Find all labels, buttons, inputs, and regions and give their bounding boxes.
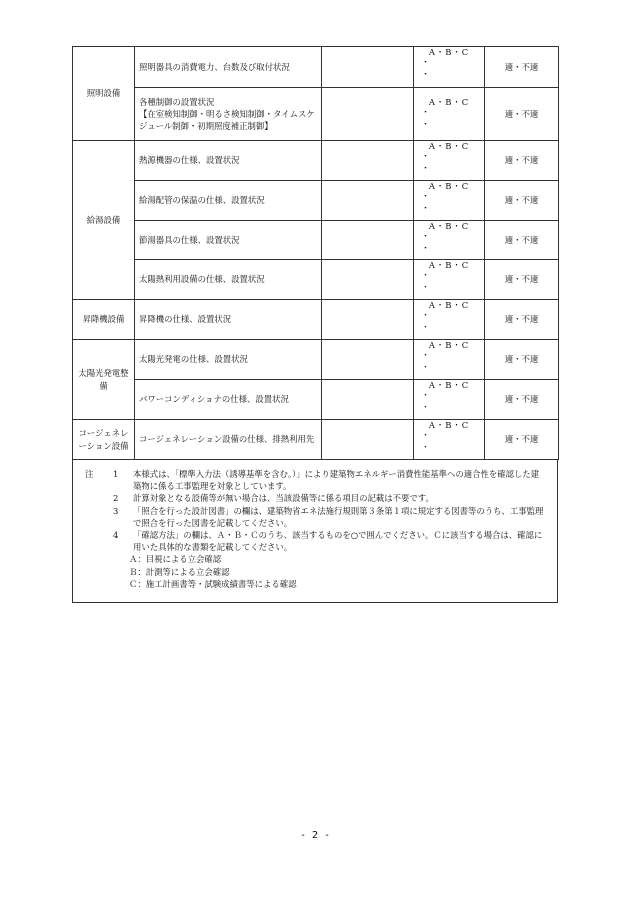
note-number: 1 (113, 469, 119, 479)
method-cell[interactable] (414, 340, 485, 380)
table-row (73, 141, 559, 181)
table-row (73, 181, 559, 221)
dot: ・ (421, 283, 431, 293)
method-cell[interactable] (414, 88, 485, 141)
design-doc-cell[interactable] (322, 380, 414, 420)
method-options: A・B・C (428, 97, 470, 107)
design-doc-cell[interactable] (322, 47, 414, 88)
table-row (73, 300, 559, 340)
note-item (85, 492, 547, 504)
method-options: A・B・C (428, 380, 470, 390)
note-item (85, 468, 547, 492)
note-item (85, 529, 547, 553)
design-doc-cell[interactable] (322, 141, 414, 181)
dot: ・ (421, 271, 431, 281)
category-cell: 照明設備 (73, 47, 135, 141)
item-cell: 太陽光発電の仕様、設置状況 (135, 340, 322, 380)
method-options: A・B・C (428, 47, 470, 57)
method-cell[interactable] (414, 221, 485, 260)
method-options: A・B・C (428, 181, 470, 191)
method-cell[interactable] (414, 380, 485, 420)
dot: ・ (421, 204, 431, 214)
document-body (72, 46, 558, 603)
item-cell: 各種制御の設置状況 【在室検知制御・明るさ検知制御・タイムスケジュール制御・初期照度補正制御】 (135, 88, 322, 141)
item-cell: コージェネレーション設備の仕様、排熱利用先 (135, 420, 322, 460)
dot: ・ (421, 70, 431, 80)
result-cell[interactable]: 適・不適 (485, 181, 559, 221)
dot: ・ (421, 108, 431, 118)
note-number: 3 (113, 505, 119, 516)
method-options: A・B・C (428, 141, 470, 151)
item-cell: 給湯配管の保温の仕様、設置状況 (135, 181, 322, 221)
dot: ・ (421, 443, 431, 453)
notes-heading: 注 (85, 469, 94, 479)
dot: ・ (421, 120, 431, 130)
method-options: A・B・C (428, 300, 470, 310)
dot: ・ (421, 351, 431, 361)
result-cell[interactable]: 適・不適 (485, 420, 559, 460)
note-number: 4 (113, 529, 119, 540)
result-cell[interactable]: 適・不適 (485, 300, 559, 340)
category-cell: 給湯設備 (73, 141, 135, 300)
option-c: Ｃ：施工計画書等・試験成績書等による確認 (129, 578, 297, 589)
note-text: 「照合を行った設計図書」の欄は、建築物省エネ法施行規則第３条第１項に規定する図書等のうち、工事監理で照合を行った図書を記載してください。 (133, 505, 544, 528)
item-cell: 照明器具の消費電力、台数及び取付状況 (135, 47, 322, 88)
method-cell[interactable] (414, 420, 485, 460)
design-doc-cell[interactable] (322, 340, 414, 380)
equipment-check-table (72, 46, 559, 460)
method-options: A・B・C (428, 420, 470, 430)
result-cell[interactable]: 適・不適 (485, 340, 559, 380)
page-number: - 2 - (299, 830, 331, 841)
dot: ・ (421, 152, 431, 162)
method-options: A・B・C (428, 260, 470, 270)
note-item (85, 505, 547, 529)
dot: ・ (421, 244, 431, 254)
note-number: 2 (113, 493, 119, 504)
category-cell: 昇降機設備 (73, 300, 135, 340)
design-doc-cell[interactable] (322, 88, 414, 141)
note-text: 計算対象となる設備等が無い場合は、当該設備等に係る項目の記載は不要です。 (133, 493, 434, 504)
notes-section (72, 460, 558, 603)
table-row (73, 420, 559, 460)
dot: ・ (421, 391, 431, 401)
result-cell[interactable]: 適・不適 (485, 221, 559, 260)
option-b: Ｂ：計測等による立会確認 (129, 566, 230, 577)
method-cell[interactable] (414, 260, 485, 300)
item-cell: 熱源機器の仕様、設置状況 (135, 141, 322, 181)
method-options: A・B・C (428, 221, 470, 231)
note-text: 「確認方法」の欄は、Ａ・Ｂ・Ｃのうち、該当するものを○で囲んでください。Ｃに該当する場合は、確認に用いた具体的な書類を記載してください。 (133, 529, 543, 553)
table-row (73, 260, 559, 300)
result-cell[interactable]: 適・不適 (485, 88, 559, 141)
dot: ・ (421, 58, 431, 68)
item-cell: 昇降機の仕様、設置状況 (135, 300, 322, 340)
method-cell[interactable] (414, 181, 485, 221)
method-cell[interactable] (414, 141, 485, 181)
design-doc-cell[interactable] (322, 420, 414, 460)
note-text: 本様式は、「標準入力法（誘導基準を含む。）」により建築物エネルギー消費性能基準への適合性を確認した建築物に係る工事監理を対象としています。 (133, 469, 540, 492)
dot: ・ (421, 311, 431, 321)
dot: ・ (421, 403, 431, 413)
result-cell[interactable]: 適・不適 (485, 47, 559, 88)
option-a: Ａ：目視による立会確認 (129, 554, 222, 565)
dot: ・ (421, 192, 431, 202)
category-cell: コージェネレーション設備 (73, 420, 135, 460)
method-options: A・B・C (428, 340, 470, 350)
design-doc-cell[interactable] (322, 181, 414, 221)
category-cell: 太陽光発電整備 (73, 340, 135, 420)
result-cell[interactable]: 適・不適 (485, 380, 559, 420)
method-cell[interactable] (414, 47, 485, 88)
result-cell[interactable]: 適・不適 (485, 141, 559, 181)
dot: ・ (421, 232, 431, 242)
item-cell: 太陽熱利用設備の仕様、設置状況 (135, 260, 322, 300)
result-cell[interactable]: 適・不適 (485, 260, 559, 300)
table-row (73, 340, 559, 380)
design-doc-cell[interactable] (322, 300, 414, 340)
dot: ・ (421, 431, 431, 441)
table-row (73, 380, 559, 420)
item-cell: 節湯器具の仕様、設置状況 (135, 221, 322, 260)
design-doc-cell[interactable] (322, 260, 414, 300)
dot: ・ (421, 164, 431, 174)
design-doc-cell[interactable] (322, 221, 414, 260)
dot: ・ (421, 323, 431, 333)
table-row (73, 47, 559, 88)
table-row (73, 221, 559, 260)
method-cell[interactable] (414, 300, 485, 340)
dot: ・ (421, 363, 431, 373)
table-row (73, 88, 559, 141)
item-cell: パワーコンディショナの仕様、設置状況 (135, 380, 322, 420)
